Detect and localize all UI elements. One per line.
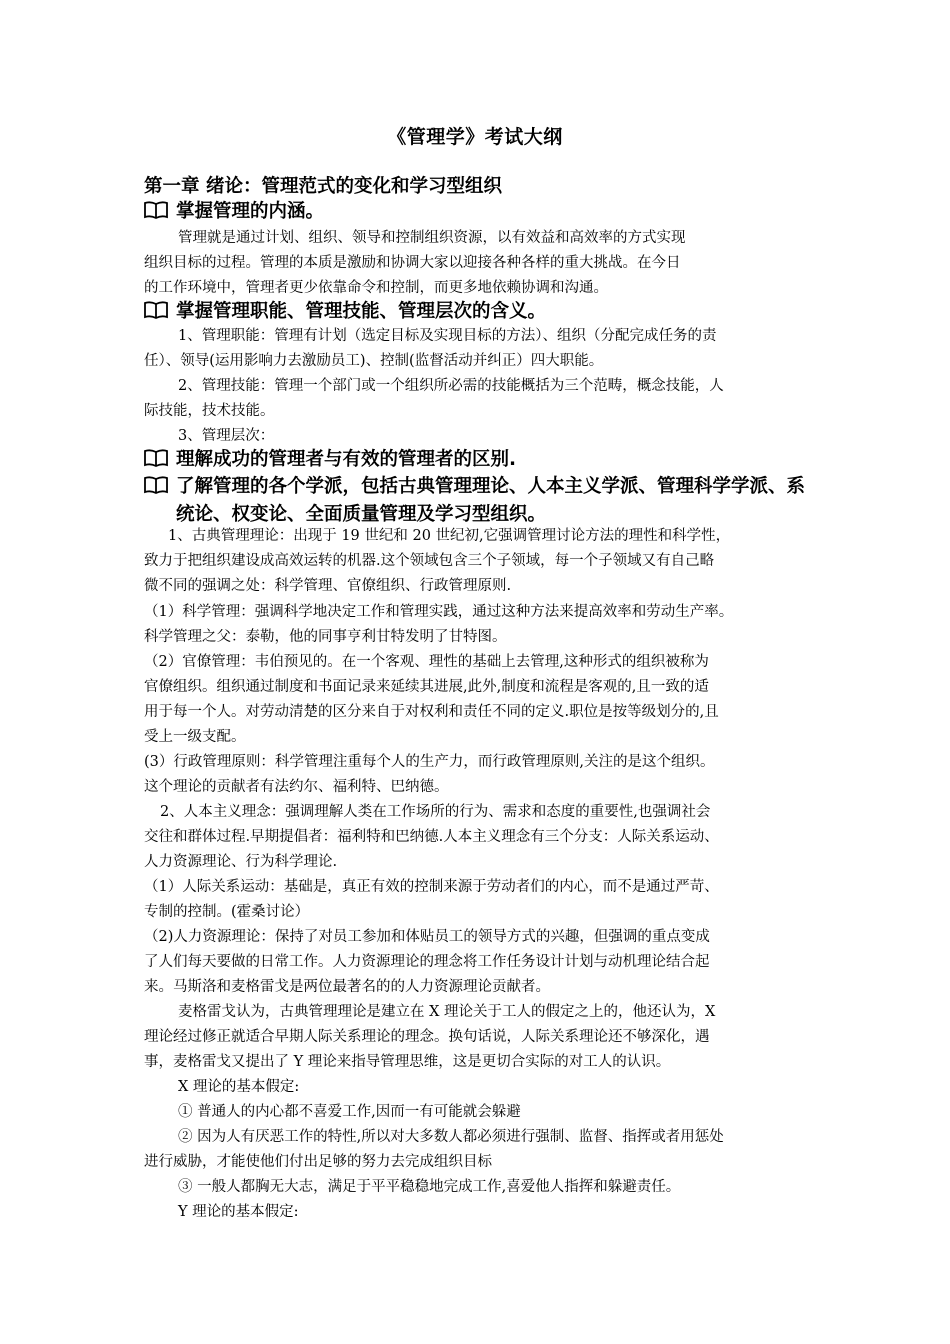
body-line: 交往和群体过程.早期提倡者：福利特和巴纳德.人本主义理念有三个分支：人际关系运动、 — [144, 829, 719, 845]
document-title: 《管理学》考试大纲 — [387, 126, 563, 148]
body-line: 进行威胁，才能使他们付出足够的努力去完成组织目标 — [144, 1154, 492, 1170]
body-line: 3、管理层次： — [178, 428, 275, 444]
body-line: 2、管理技能：管理一个部门或一个组织所必需的技能概括为三个范畴，概念技能，人 — [178, 378, 724, 394]
body-line: 麦格雷戈认为，古典管理理论是建立在 X 理论关于工人的假定之上的，他还认为，X — [178, 1004, 716, 1020]
body-line: （1）人际关系运动：基础是，真正有效的控制来源于劳动者们的内心，而不是通过严苛、 — [144, 879, 719, 895]
chapter-heading: 第一章 绪论：管理范式的变化和学习型组织 — [144, 176, 502, 197]
body-line: 任）、领导(运用影响力去激励员工)、控制(监督活动并纠正）四大职能。 — [144, 353, 604, 369]
body-line: 2、人本主义理念：强调理解人类在工作场所的行为、需求和态度的重要性,也强调社会 — [160, 804, 711, 820]
section-heading-text: 掌握管理的内涵。 — [176, 201, 325, 222]
body-line: ① 普通人的内心都不喜爱工作,因而一有可能就会躲避 — [178, 1104, 521, 1120]
body-line: 致力于把组织建设成高效运转的机器.这个领域包含三个子领域，每一个子领域又有自己略 — [144, 553, 715, 569]
body-line: 1、管理职能：管理有计划（选定目标及实现目标的方法）、组织（分配完成任务的责 — [178, 328, 717, 344]
body-line: ② 因为人有厌恶工作的特性,所以对大多数人都必须进行强制、监督、指挥或者用惩处 — [178, 1129, 724, 1145]
body-line: 事，麦格雷戈又提出了 Y 理论来指导管理思维，这是更切合实际的对工人的认识。 — [144, 1054, 671, 1070]
body-line: 人力资源理论、行为科学理论. — [144, 854, 338, 870]
body-line: 受上一级支配。 — [144, 729, 246, 745]
body-line: （1）科学管理：强调科学地决定工作和管理实践，通过这种方法来提高效率和劳动生产率。 — [144, 604, 734, 620]
body-line: （2）官僚管理：韦伯预见的。在一个客观、理性的基础上去管理,这种形式的组织被称为 — [144, 654, 709, 670]
body-line: Y 理论的基本假定: — [178, 1204, 299, 1220]
open-book-icon — [144, 301, 168, 319]
body-line: 用于每一个人。对劳动清楚的区分来自于对权利和责任不同的定义.职位是按等级划分的,且 — [144, 704, 719, 720]
body-line: 科学管理之父：泰勒，他的同事亨利甘特发明了甘特图。 — [144, 629, 507, 645]
body-line: （2)人力资源理论：保持了对员工参加和体贴员工的领导方式的兴趣，但强调的重点变成 — [144, 929, 710, 945]
section-heading-text: 理解成功的管理者与有效的管理者的区别. — [176, 449, 517, 470]
body-line: 理论经过修正就适合早期人际关系理论的理念。换句话说，人际关系理论还不够深化，遇 — [144, 1029, 710, 1045]
body-line: 1、古典管理理论：出现于 19 世纪和 20 世纪初,它强调管理讨论方法的理性和科学性， — [168, 528, 731, 544]
open-book-icon — [144, 201, 168, 219]
body-line: X 理论的基本假定: — [178, 1079, 300, 1095]
body-line: 的工作环境中，管理者更少依靠命令和控制，而更多地依赖协调和沟通。 — [144, 280, 608, 296]
open-book-icon — [144, 476, 168, 494]
body-line: 微不同的强调之处：科学管理、官僚组织、行政管理原则. — [144, 578, 512, 594]
body-line: 了人们每天要做的日常工作。人力资源理论的理念将工作任务设计计划与动机理论结合起 — [144, 954, 710, 970]
section-heading — [144, 198, 324, 226]
body-line: 组织目标的过程。管理的本质是激励和协调大家以迎接各种各样的重大挑战。在今日 — [144, 255, 681, 271]
section-heading — [144, 473, 816, 529]
body-line: 专制的控制。(霍桑讨论） — [144, 904, 310, 920]
section-heading — [144, 298, 546, 326]
body-line: 官僚组织。组织通过制度和书面记录来延续其进展,此外,制度和流程是客观的,且一致的适 — [144, 679, 709, 695]
section-heading-text: 掌握管理职能、管理技能、管理层次的含义。 — [176, 301, 547, 322]
body-line: 这个理论的贡献者有法约尔、福利特、巴纳德。 — [144, 779, 449, 795]
body-line: (3）行政管理原则：科学管理注重每个人的生产力，而行政管理原则,关注的是这个组织。 — [144, 754, 715, 770]
body-line: ③ 一般人都胸无大志，满足于平平稳稳地完成工作,喜爱他人指挥和躲避责任。 — [178, 1179, 681, 1195]
body-line: 来。马斯洛和麦格雷戈是两位最著名的的人力资源理论贡献者。 — [144, 979, 550, 995]
open-book-icon — [144, 449, 168, 467]
body-line: 际技能，技术技能。 — [144, 403, 275, 419]
body-line: 管理就是通过计划、组织、领导和控制组织资源，以有效益和高效率的方式实现 — [178, 230, 686, 246]
section-heading — [144, 446, 516, 474]
section-heading-text: 了解管理的各个学派，包括古典管理理论、人本主义学派、管理科学学派、系统论、权变论、全面质量管理及学习型组织。 — [176, 476, 806, 525]
